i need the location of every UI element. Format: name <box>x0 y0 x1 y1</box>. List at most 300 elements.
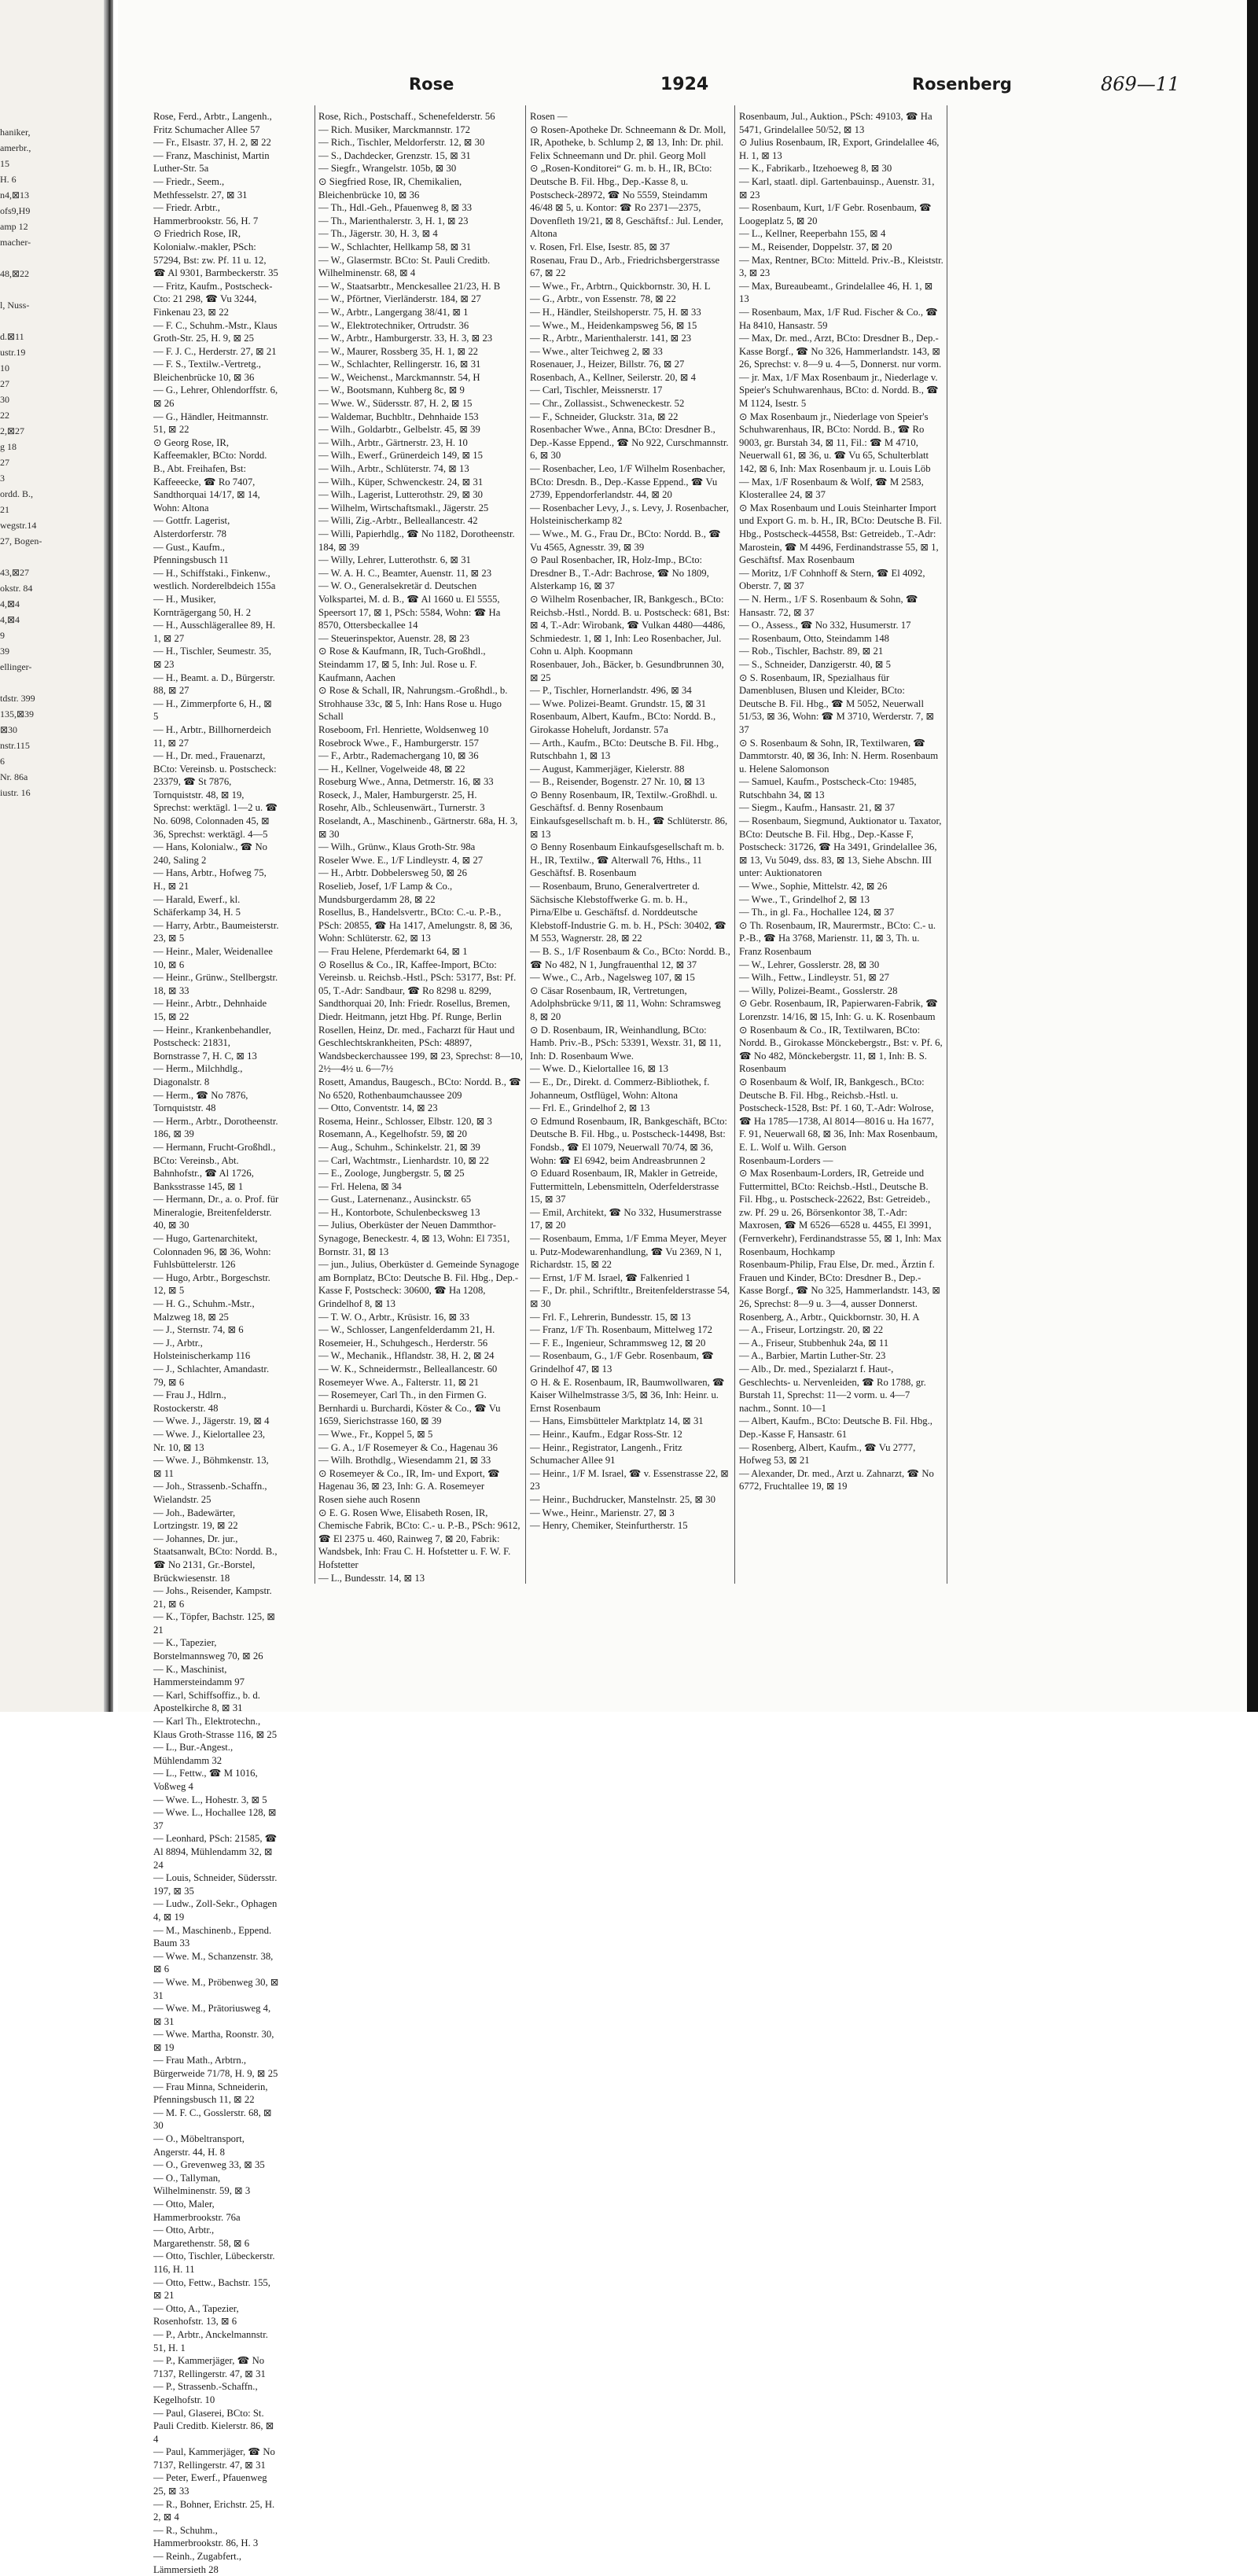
directory-entry: — W., Arbtr., Hamburgerstr. 33, H. 3, ⊠ 23 <box>318 333 493 344</box>
directory-entry: — J., Schlachter, Amandastr. 79, ⊠ 6 <box>153 1363 270 1388</box>
directory-entry: — Rosenbaum, Otto, Steindamm 148 <box>739 632 890 644</box>
fragment-line: haniker, <box>0 127 31 138</box>
directory-entry: — W., Lehrer, Gosslerstr. 28, ⊠ 30 <box>739 959 880 970</box>
directory-entry: ⊙ Julius Rosenbaum, IR, Export, Grindelallee 46, H. 1, ⊠ 13 <box>739 137 940 161</box>
fragment-line: amp 12 <box>0 221 28 232</box>
directory-entry: — W., Staatsarbtr., Menckesallee 21/23, H. B <box>318 280 501 292</box>
directory-entry: — Ludw., Zoll-Sekr., Ophagen 4, ⊠ 19 <box>153 1898 278 1923</box>
directory-entry: — Gust., Kaufm., Pfenningsbusch 11 <box>153 541 229 566</box>
directory-entry: — Paul, Kammerjäger, ☎ No 7137, Rellingerstr. 47, ⊠ 31 <box>153 2446 275 2471</box>
directory-entry: Rosenauer, J., Heizer, Billstr. 76, ⊠ 27 <box>530 359 685 370</box>
directory-entry: — Otto, Tischler, Lübeckerstr. 116, H. 11 <box>153 2250 275 2275</box>
directory-entry: — H., Beamt. a. D., Bürgerstr. 88, ⊠ 27 <box>153 672 275 697</box>
directory-entry: — W., Arbtr., Langergang 38/41, ⊠ 1 <box>318 306 469 318</box>
directory-entry: — Rosenbaum, Max, 1/F Rud. Fischer & Co., ☎ Ha 8410, Hansastr. 59 <box>739 306 938 331</box>
directory-entry: — Wwe., alter Teichweg 2, ⊠ 33 <box>530 345 663 357</box>
directory-entry: Roseler Wwe. E., 1/F Lindleystr. 4, ⊠ 27 <box>318 854 484 866</box>
directory-entry: — Wwe., M. G., Frau Dr., BCto: Nordd. B., ☎ Vu 4565, Agnesstr. 39, ⊠ 39 <box>530 528 721 553</box>
directory-entry: — Wilh., Lagerist, Lutterothstr. 29, ⊠ 30 <box>318 489 483 501</box>
directory-entry: — Joh., Badewärter, Lortzingstr. 19, ⊠ 22 <box>153 1507 238 1532</box>
directory-entry: — A., Friseur, Stubbenhuk 24a, ⊠ 11 <box>739 1337 889 1349</box>
fragment-line: g 18 <box>0 441 17 452</box>
directory-entry: — Wilh. Brothdlg., Wiesendamm 21, ⊠ 33 <box>318 1455 491 1466</box>
directory-entry: — Fr., Elsastr. 37, H. 2, ⊠ 22 <box>153 137 271 149</box>
directory-entry: — Frl. Helena, ⊠ 34 <box>318 1180 402 1192</box>
fragment-line: 3 <box>0 473 5 484</box>
directory-entry: — B. S., 1/F Rosenbaum & Co., BCto: Nordd. B., ☎ No 482, N 1, Jungfrauenthal 12, ⊠ 37 <box>530 946 730 970</box>
directory-entry: — Otto, Fettw., Bachstr. 155, ⊠ 21 <box>153 2276 270 2302</box>
directory-entry: — F. E., Ingenieur, Schrammsweg 12, ⊠ 20 <box>530 1337 706 1349</box>
fragment-line: ⊠30 <box>0 724 18 735</box>
directory-entry: — W., Bootsmann, Kuhberg 8c, ⊠ 9 <box>318 385 465 396</box>
directory-entry: Rosenbauer, Joh., Bäcker, b. Gesundbrunnen 30, ⊠ 25 <box>530 658 724 683</box>
directory-entry: — Alb., Dr. med., Spezialarzt f. Haut-, Geschlechts- u. Nervenleiden, ☎ Ro 1788, gr. Burstah 11, Sprechst: 11—2 vorm. u. 4—7 nachm., Sonnt. 10—1 <box>739 1363 926 1414</box>
directory-entry: — Hugo, Gartenarchitekt, Colonnaden 96, ⊠ 36, Wohn: Fuhlsbüttelerstr. 126 <box>153 1233 271 1271</box>
directory-entry: ⊙ Benny Rosenbaum Einkaufsgesellschaft m. b. H., IR, Textilw., ☎ Alterwall 76, Hths., 11 Geschäftsf. B. Rosenbaum <box>530 841 725 879</box>
directory-entry: ⊙ Rose & Schall, IR, Nahrungsm.-Großhdl., b. Strohhause 33c, ⊠ 5, Inh: Hans Rose u. Hugo Schall <box>318 685 508 723</box>
directory-entry: — Rosemeyer, Carl Th., in den Firmen G. Bernhardi u. Burchardi, Köster & Co., ☎ Vu 1659, Sierichstrasse 160, ⊠ 39 <box>318 1389 501 1427</box>
directory-entry: ⊙ Max Rosenbaum und Louis Steinharter Import und Export G. m. b. H., IR, BCto: Deutsche B. Fil. Hbg., Postscheck-44558, Bst: Getreideb., T.-Adr: Marostein, ☎ M 4496, Ferdinandstrasse 55, ⊠ 1, Geschäftsf. Max Rosenbaum <box>739 502 942 566</box>
header-year: 1924 <box>660 75 709 94</box>
directory-entry: — Joh., Strassenb.-Schaffn., Wielandstr. 25 <box>153 1481 267 1505</box>
header-left-word: Rose <box>409 75 454 94</box>
directory-entry: — O., Grevenweg 33, ⊠ 35 <box>153 2159 265 2171</box>
fragment-line <box>0 549 86 565</box>
fragment-line <box>0 250 86 266</box>
directory-entry: Rose, Ferd., Arbtr., Langenh., Fritz Schumacher Allee 57 <box>153 111 272 135</box>
directory-entry: — Gust., Laternenanz., Ausinckstr. 65 <box>318 1194 472 1205</box>
directory-entry: — Henry, Chemiker, Steinfurtherstr. 15 <box>530 1520 688 1532</box>
directory-entry: — Johannes, Dr. jur., Staatsanwalt, BCto: Nordd. B., ☎ No 2131, Gr.-Borstel, Brückwiesenstr. 18 <box>153 1533 278 1584</box>
directory-entry: — W., Maurer, Rossberg 35, H. 1, ⊠ 22 <box>318 345 479 357</box>
directory-entry: — Frl. E., Grindelhof 2, ⊠ 13 <box>530 1102 650 1114</box>
directory-entry: Rosenbacher Wwe., Anna, BCto: Dresdner B., Dep.-Kasse Eppend., ☎ No 922, Curschmannstr. 6, ⊠ 30 <box>530 424 729 462</box>
directory-entry: — Rosenbacher, Leo, 1/F Wilhelm Rosenbacher, BCto: Dresdn. B., Dep.-Kasse Eppend., ☎ Vu 2739, Eppendorferlandstr. 44, ⊠ 20 <box>530 463 726 501</box>
directory-entry: Rosenbaum-Lorders — <box>739 1154 833 1166</box>
directory-entry: — F., Arbtr., Rademachergang 10, ⊠ 36 <box>318 750 479 762</box>
directory-entry: — Max, 1/F Rosenbaum & Wolf, ☎ M 2583, Klosterallee 24, ⊠ 37 <box>739 476 924 501</box>
directory-entry: — Samuel, Kaufm., Postscheck-Cto: 19485, Rutschbahn 34, ⊠ 13 <box>739 776 917 800</box>
directory-entry: — H., Musiker, Kornträgergang 50, H. 2 <box>153 593 252 618</box>
directory-entry: — Friedr., Seem., Methfesselstr. 27, ⊠ 31 <box>153 175 248 201</box>
directory-entry: — Wwe., Fr., Arbtrn., Quickbornstr. 30, H. L <box>530 280 711 292</box>
directory-entry: — Frau J., Hdlrn., Rostockerstr. 48 <box>153 1389 226 1414</box>
directory-entry: v. Rosen, Frl. Else, Isestr. 85, ⊠ 37 <box>530 241 670 252</box>
directory-entry: — Heinr., Registrator, Langenh., Fritz Schumacher Allee 91 <box>530 1441 682 1466</box>
directory-entry: — M., Reisender, Doppelstr. 37, ⊠ 20 <box>739 241 892 252</box>
directory-entry: — W. O., Generalsekretär d. Deutschen Volkspartei, M. d. B., ☎ Al 1660 u. El 5555, Speersort 17, ⊠ 1, PSch: 5584, Wohn: ☎ Ha 8570, Ottersbeckallee 14 <box>318 580 501 631</box>
directory-entry: Rosellus, B., Handelsvertr., BCto: C.-u. P.-B., PSch: 20855, ☎ Ha 1417, Amelungstr. 8, ⊠ 36, Wohn: Schlüterstr. 62, ⊠ 13 <box>318 907 513 944</box>
directory-entry: Roseboom, Frl. Henriette, Woldsenweg 10 <box>318 723 489 735</box>
fragment-line <box>0 313 86 329</box>
directory-entry: — Heinr., Krankenbehandler, Postscheck: 21831, Bornstrasse 7, H. C, ⊠ 13 <box>153 1024 271 1062</box>
directory-entry: — N. Herm., 1/F S. Rosenbaum & Sohn, ☎ Hansastr. 72, ⊠ 37 <box>739 593 918 618</box>
directory-column-4 <box>739 110 944 1604</box>
directory-entry: — Fritz, Kaufm., Postscheck-Cto: 21 298, ☎ Vu 3244, Finkenau 23, ⊠ 22 <box>153 280 273 318</box>
directory-entry: — Wwe., Fr., Koppel 5, ⊠ 5 <box>318 1428 433 1440</box>
directory-entry: — Wilh., Goldarbtr., Gelbelstr. 45, ⊠ 39 <box>318 424 480 436</box>
directory-entry: — Herm., Arbtr., Dorotheenstr. 186, ⊠ 39 <box>153 1115 278 1140</box>
directory-entry: — H., Kontorbote, Schulenbecksweg 13 <box>318 1206 480 1218</box>
directory-entry: — O., Tallyman, Wilhelminenstr. 59, ⊠ 3 <box>153 2172 251 2197</box>
directory-entry: ⊙ Cäsar Rosenbaum, IR, Vertretungen, Adolphsbrücke 9/11, ⊠ 11, Wohn: Schramsweg 8, ⊠ 20 <box>530 984 721 1022</box>
fragment-line: wegstr.14 <box>0 520 37 531</box>
fragment-line: n4,⊠13 <box>0 190 30 201</box>
directory-entry: — Wilh., Arbtr., Gärtnerstr. 23, H. 10 <box>318 436 468 448</box>
directory-entry: — Rob., Tischler, Bachstr. 89, ⊠ 21 <box>739 646 884 657</box>
directory-entry: — Siegfr., Wrangelstr. 105b, ⊠ 30 <box>318 163 457 175</box>
directory-entry: — F., Dr. phil., Schriftltr., Breitenfelderstrasse 54, ⊠ 30 <box>530 1285 730 1310</box>
directory-entry: — Heinr., Kaufm., Edgar Ross-Str. 12 <box>530 1428 682 1440</box>
directory-entry: — Max, Dr. med., Arzt, BCto: Dresdner B., Dep.-Kasse Borgf., ☎ No 326, Hammerlandstr. 143, ⊠ 26, Sprechst: v. 8—9 u. 4—5, Donnerst. nur vorm. <box>739 333 942 370</box>
directory-entry: — Carl, Tischler, Meissnerstr. 17 <box>530 385 663 396</box>
fragment-line: 9 <box>0 630 5 641</box>
directory-entry: Rosenbaum, Jul., Auktion., PSch: 49103, ☎ Ha 5471, Grindelallee 50/52, ⊠ 13 <box>739 111 932 135</box>
directory-entry: — Hermann, Dr., a. o. Prof. für Mineralogie, Breitenfelderstr. 40, ⊠ 30 <box>153 1194 279 1231</box>
directory-entry: ⊙ Th. Rosenbaum, IR, Maurermstr., BCto: C.- u. P.-B., ☎ Ha 3768, Marienstr. 11, ⊠ 3, Th. u. Franz Rosenbaum <box>739 919 936 957</box>
directory-entry: ⊙ S. Rosenbaum & Sohn, IR, Textilwaren, ☎ Dammtorstr. 40, ⊠ 36, Inh: N. Herm. Rosenbaum u. Helene Salomonson <box>739 737 939 775</box>
directory-entry: — Rosenbaum, Emma, 1/F Emma Meyer, Meyer u. Putz-Modewarenhandlung, ☎ Vu 2369, N 1, Richardstr. 15, ⊠ 22 <box>530 1233 727 1271</box>
directory-entry: — Hans, Arbtr., Hofweg 75, H., ⊠ 21 <box>153 867 267 892</box>
directory-entry: — Wwe. Martha, Roonstr. 30, ⊠ 19 <box>153 2029 274 2053</box>
directory-entry: — Wwe. J., Böhmkenstr. 13, ⊠ 11 <box>153 1455 269 1479</box>
directory-entry: — W., Schlachter, Hellkamp 58, ⊠ 31 <box>318 241 472 252</box>
fragment-line: 30 <box>0 394 9 405</box>
directory-entry: — Wwe. M., Prätoriusweg 4, ⊠ 31 <box>153 2003 271 2027</box>
directory-entry: ⊙ E. G. Rosen Wwe, Elisabeth Rosen, IR, Chemische Fabrik, BCto: C.- u. P.-B., PSch: 9612, ☎ El 2375 u. 460, Rainweg 7, ⊠ 20, Fabrik: Wandsbek, Inh: Frau C. H. Hofstetter u. F. W. F. Hofstetter <box>318 1507 520 1570</box>
directory-entry: — Wwe. M., Schanzenstr. 38, ⊠ 6 <box>153 1950 274 1975</box>
directory-entry: Rosenbaum-Philip, Frau Else, Dr. med., Ärztin f. Frauen und Kinder, BCto: Dresdner B., Dep.-Kasse Borgf., ☎ No 325, Hammerlandstr. 143, ⊠ 26, Sprechst: 8—9 u. 3—4, ausser Donnerst. <box>739 1259 940 1310</box>
directory-entry: — Karl Th., Elektrotechn., Klaus Groth-Strasse 116, ⊠ 25 <box>153 1716 278 1740</box>
directory-entry: — P., Strassenb.-Schaffn., Kegelhofstr. 10 <box>153 2381 258 2405</box>
directory-entry: — H., Arbtr. Dobbelersweg 50, ⊠ 26 <box>318 867 467 879</box>
directory-entry: — A., Friseur, Lortzingstr. 20, ⊠ 22 <box>739 1324 884 1336</box>
directory-entry: ⊙ Max Rosenbaum-Lorders, IR, Getreide und Futtermittel, BCto: Reichsb.-Hstl., Deutsche B. Fil. Hbg., u. Postscheck-22622, Bst: Getreideb., zw. Pf. 29 u. 26, Börsenkontor 38, T.-Adr: Maxrosen, ☎ M 6526—6528 u. 4455, El 3991, (Fernverkehr), Ferdinandstrasse 55, ⊠ 1, Inh: Max Rosenbaum, Hochkamp <box>739 1168 942 1257</box>
directory-entry: — Wwe. M., Pröbenweg 30, ⊠ 31 <box>153 1976 279 2001</box>
directory-entry: Roselieb, Josef, 1/F Lamp & Co., Mundsburgerdamm 28, ⊠ 22 <box>318 881 453 905</box>
directory-entry: — L., Bur.-Angest., Mühlendamm 32 <box>153 1742 234 1766</box>
directory-entry: — Frau Math., Arbtrn., Bürgerweide 71/78, H. 9, ⊠ 25 <box>153 2055 278 2080</box>
directory-entry: — Wwe., Sophie, Mittelstr. 42, ⊠ 26 <box>739 881 888 892</box>
directory-entry: — F. S., Textilw.-Vertretg., Bleichenbrücke 10, ⊠ 36 <box>153 359 261 383</box>
directory-entry: — Frau Minna, Schneiderin, Pfenningsbusch 11, ⊠ 22 <box>153 2081 268 2106</box>
directory-entry: — G., Arbtr., von Essenstr. 78, ⊠ 22 <box>530 293 676 305</box>
directory-entry: ⊙ „Rosen-Konditorei“ G. m. b. H., IR, BCto: Deutsche B. Fil. Hbg., Dep.-Kasse 8, u. Postscheck-28972, ☎ No 5559, Steindamm 46/48 ⊠ 5, u. Kontor: ☎ Ro 2371—2375, Dovenfleth 19/21, ⊠ 8, Geschäftsf.: Jul. Lender, Altona <box>530 163 723 240</box>
fragment-line <box>0 675 86 690</box>
directory-entry: — W. A. H. C., Beamter, Auenstr. 11, ⊠ 23 <box>318 567 492 579</box>
directory-entry: Roselandt, A., Maschinenb., Gärtnerstr. 68a, H. 3, ⊠ 30 <box>318 815 518 840</box>
directory-entry: — W., Schlachter, Rellingerstr. 16, ⊠ 31 <box>318 359 481 370</box>
fragment-line: l, Nuss- <box>0 300 30 311</box>
fragment-line: 27, Bogen- <box>0 535 42 546</box>
directory-entry: — O., Assess., ☎ No 332, Husumerstr. 17 <box>739 620 911 631</box>
directory-entry: — Frau Helene, Pferdemarkt 64, ⊠ 1 <box>318 946 468 957</box>
directory-entry: — Leonhard, PSch: 21585, ☎ Al 8894, Mühlendamm 32, ⊠ 24 <box>153 1833 278 1871</box>
directory-entry: — W., Pförtner, Vierländerstr. 184, ⊠ 27 <box>318 293 481 305</box>
directory-entry: — E., Zoologe, Jungbergstr. 5, ⊠ 25 <box>318 1168 465 1179</box>
directory-entry: — H., Zimmerpforte 6, H., ⊠ 5 <box>153 697 272 723</box>
adjacent-page-text <box>0 124 86 800</box>
directory-entry: — Wilh., Fettw., Lindleystr. 51, ⊠ 27 <box>739 972 889 984</box>
directory-entry: — F. J. C., Herderstr. 27, ⊠ 21 <box>153 345 277 357</box>
directory-entry: ⊙ Rosellus & Co., IR, Kaffee-Import, BCto: Vereinsb. u. Reichsb.-Hstl., PSch: 53177, Bst: Pf. 05, T.-Adr: Sandbaur, ☎ Ro 8298 u. 8299, Sandthorquai 20, Inh: Friedr. Rosellus, Bremen, Diedr. Heitmann, jetzt Hbg. Pf. Runge, Berlin <box>318 959 517 1022</box>
directory-entry: — Wwe. Polizei-Beamt. Grundstr. 15, ⊠ 31 <box>530 697 706 709</box>
directory-entry: Rosen siehe auch Rosenn <box>318 1493 421 1505</box>
directory-entry: — W., Mechanik., Hflandstr. 38, H. 2, ⊠ 24 <box>318 1350 495 1362</box>
fragment-line: ofs9,H9 <box>0 205 31 216</box>
directory-entry: Rose, Rich., Postschaff., Schenefelderstr. 56 <box>318 111 495 122</box>
directory-entry: — Max, Rentner, BCto: Mitteld. Priv.-B., Kleiststr. 3, ⊠ 23 <box>739 254 944 279</box>
fragment-line: 39 <box>0 646 9 657</box>
directory-entry: — H., Händler, Steilshoperstr. 75, H. ⊠ 33 <box>530 306 701 318</box>
directory-entry: ⊙ S. Rosenbaum, IR, Spezialhaus für Damenblusen, Blusen und Kleider, BCto: Deutsche B. Fil. Hbg., ☎ M 5052, Neuerwall 51/53, ⊠ 36, Wohn: ☎ M 3710, Werderstr. 7, ⊠ 37 <box>739 672 935 735</box>
adjacent-page-fragment <box>0 0 106 1712</box>
directory-entry: — Hermann, Frucht-Großhdl., BCto: Vereinsb., Abt. Bahnhofstr., ☎ Al 1726, Banksstrasse 145, ⊠ 1 <box>153 1141 276 1192</box>
directory-entry: ⊙ Gebr. Rosenbaum, IR, Papierwaren-Fabrik, ☎ Lorenzstr. 14/16, ⊠ 15, Inh: G. u. K. Rosenbaum <box>739 998 938 1022</box>
directory-entry: — Wwe., T., Grindelhof 2, ⊠ 13 <box>739 893 870 905</box>
directory-entry: — Harry, Arbtr., Baumeisterstr. 23, ⊠ 5 <box>153 919 279 944</box>
directory-entry: — Julius, Oberküster der Neuen Dammthor-Synagoge, Beneckestr. 4, ⊠ 13, Wohn: El 7351, Bornstr. 31, ⊠ 13 <box>318 1220 510 1257</box>
fragment-line: 22 <box>0 410 9 421</box>
fragment-line: 48,⊠22 <box>0 268 30 279</box>
fragment-line: d.⊠11 <box>0 331 24 342</box>
directory-entry: — Heinr., Buchdrucker, Manstelnstr. 25, ⊠ 30 <box>530 1493 715 1505</box>
directory-entry: — T. W. O., Arbtr., Krüsistr. 16, ⊠ 33 <box>318 1311 470 1323</box>
directory-entry: — K., Fabrikarb., Itzehoeweg 8, ⊠ 30 <box>739 163 892 175</box>
directory-entry: — Albert, Kaufm., BCto: Deutsche B. Fil. Hbg., Dep.-Kasse F, Hansastr. 61 <box>739 1415 932 1440</box>
fragment-line: 135,⊠39 <box>0 708 35 719</box>
directory-entry: ⊙ Siegfried Rose, IR, Chemikalien, Bleichenbrücke 10, ⊠ 36 <box>318 175 462 201</box>
directory-entry: — Wilh., Arbtr., Schlüterstr. 74, ⊠ 13 <box>318 463 469 475</box>
directory-entry: — Waldemar, Buchbltr., Dehnhaide 153 <box>318 410 479 422</box>
directory-entry: — Emil, Architekt, ☎ No 332, Husumerstrasse 17, ⊠ 20 <box>530 1206 722 1231</box>
directory-entry: — Rosenbacher Levy, J., s. Levy, J. Rosenbacher, Holsteinischerkamp 82 <box>530 502 729 527</box>
fragment-line: 43,⊠27 <box>0 567 30 578</box>
directory-entry: Rosen — <box>530 111 568 122</box>
fragment-line: 2,⊠27 <box>0 425 25 436</box>
directory-entry: — P., Tischler, Hornerlandstr. 496, ⊠ 34 <box>530 685 692 697</box>
directory-entry: — Wwe. D., Kielortallee 16, ⊠ 13 <box>530 1063 668 1075</box>
directory-entry: — Ernst, 1/F M. Israel, ☎ Falkenried 1 <box>530 1271 690 1283</box>
directory-entry: Rosebrock Wwe., F., Hamburgerstr. 157 <box>318 737 479 749</box>
directory-entry: — Rosenbaum, Bruno, Generalvertreter d. Sächsische Klebstoffwerke G. m. b. H., Pirna/Elbe u. Geschäftsf. d. Norddeutsche Klebstoff-Industrie G. m. b. H., PSch: 30402, ☎ M 553, Wagnerstr. 28, ⊠ 22 <box>530 881 726 944</box>
directory-entry: — Alexander, Dr. med., Arzt u. Zahnarzt, ☎ No 6772, Fruchtallee 19, ⊠ 19 <box>739 1467 934 1492</box>
page-header <box>118 75 1247 100</box>
directory-entry: — Max, Bureaubeamt., Grindelallee 46, H. 1, ⊠ 13 <box>739 280 933 305</box>
directory-entry: — J., Sternstr. 74, ⊠ 6 <box>153 1324 244 1336</box>
directory-entry: — Heinr., Grünw., Stellbergstr. 18, ⊠ 33 <box>153 972 278 996</box>
directory-entry: — S., Schneider, Danzigerstr. 40, ⊠ 5 <box>739 658 891 670</box>
directory-entry: — Hugo, Arbtr., Borgeschstr. 12, ⊠ 5 <box>153 1271 270 1297</box>
directory-entry: ⊙ Edmund Rosenbaum, IR, Bankgeschäft, BCto: Deutsche B. Fil. Hbg., u. Postscheck-14498, Bst: Fondsb., ☎ El 1079, Neuerwall 70/74, ⊠ 36, Wohn: ☎ El 6942, beim Andreasbrunnen 2 <box>530 1115 727 1166</box>
directory-entry: — F. C., Schuhm.-Mstr., Klaus Groth-Str. 25, H. 9, ⊠ 25 <box>153 319 278 344</box>
directory-entry: Rosellen, Heinz, Dr. med., Facharzt für Haut und Geschlechtskrankheiten, PSch: 48897, Wandsbeckerchaussee 199, ⊠ 23, Sprechst: 8—10, 2½—4½ u. 6—7½ <box>318 1024 523 1075</box>
directory-entry: Rosenberg, A., Arbtr., Quickbornstr. 30, H. A <box>739 1311 920 1323</box>
directory-entry: — Rosenbaum, Kurt, 1/F Gebr. Rosenbaum, ☎ Loogeplatz 5, ⊠ 20 <box>739 202 932 226</box>
directory-entry: — Hans, Kolonialw., ☎ No 240, Saling 2 <box>153 841 268 866</box>
directory-entry: — Harald, Ewerf., kl. Schäferkamp 34, H. 5 <box>153 893 241 918</box>
directory-entry: Rosemeyer Wwe. A., Falterstr. 11, ⊠ 21 <box>318 1376 480 1388</box>
directory-entry: — W., Elektrotechniker, Ortrudstr. 36 <box>318 319 469 331</box>
directory-entry: — August, Kammerjäger, Kielerstr. 88 <box>530 763 685 775</box>
directory-entry: — Herm., Milchhdlg., Diagonalstr. 8 <box>153 1063 243 1087</box>
directory-entry: — G. A., 1/F Rosemeyer & Co., Hagenau 36 <box>318 1441 498 1453</box>
directory-entry: — M., Maschinenb., Eppend. Baum 33 <box>153 1924 272 1949</box>
directory-entry: — Willi, Papierhdlg., ☎ No 1182, Dorotheenstr. 184, ⊠ 39 <box>318 528 515 553</box>
directory-entry: — Th., Jägerstr. 30, H. 3, ⊠ 4 <box>318 228 438 240</box>
directory-entry: Rosemann, A., Kegelhofstr. 59, ⊠ 20 <box>318 1128 467 1140</box>
directory-entry: — Moritz, 1/F Cohnhoff & Stern, ☎ El 4092, Oberstr. 7, ⊠ 37 <box>739 567 925 592</box>
directory-entry: — Arth., Kaufm., BCto: Deutsche B. Fil. Hbg., Rutschbahn 1, ⊠ 13 <box>530 737 719 762</box>
directory-entry: — F., Schneider, Gluckstr. 31a, ⊠ 22 <box>530 410 679 422</box>
directory-entry: Roseburg Wwe., Anna, Detmerstr. 16, ⊠ 33 <box>318 776 494 788</box>
directory-entry: — Wilh., Grünw., Klaus Groth-Str. 98a <box>318 841 476 853</box>
directory-entry: ⊙ Rosemeyer & Co., IR, Im- und Export, ☎ Hagenau 36, ⊠ 23, Inh: G. A. Rosemeyer <box>318 1467 500 1492</box>
directory-entry: ⊙ Wilhelm Rosenbacher, IR, Bankgesch., BCto: Reichsb.-Hstl., Nordd. B. u. Postscheck: 681, Bst: ⊠ 4, T.-Adr: Wirobank, ☎ Vulkan 4480—4486, Schmiedestr. 1, ⊠ 1, Inh: Leo Rosenbacher, Jul. Cohn u. Alph. Koopmann <box>530 593 730 657</box>
directory-entry: — A., Barbier, Martin Luther-Str. 23 <box>739 1350 886 1362</box>
directory-entry: ⊙ H. & E. Rosenbaum, IR, Baumwollwaren, ☎ Kaiser Wilhelmstrasse 3/5, ⊠ 36, Inh: Heinr. u. Ernst Rosenbaum <box>530 1376 725 1414</box>
fragment-line: okstr. 84 <box>0 583 33 594</box>
directory-entry: ⊙ Paul Rosenbacher, IR, Holz-Imp., BCto: Dresdner B., T.-Adr: Bachrose, ☎ No 1809, Alsterkamp 16, ⊠ 37 <box>530 554 709 592</box>
directory-entry: — K., Tapezier, Borstelmannsweg 70, ⊠ 26 <box>153 1637 263 1662</box>
column-rule <box>525 105 526 1584</box>
directory-entry: ⊙ Friedrich Rose, IR, Kolonialw.-makler, PSch: 57294, Bst: zw. Pf. 11 u. 12, ☎ Al 9301, Barmbeckerstr. 35 <box>153 228 278 279</box>
directory-entry: — Karl, Schiffsoffiz., b. d. Apostelkirche 8, ⊠ 31 <box>153 1689 260 1714</box>
directory-entry: — H., Schiffstaki., Finkenw., westlich. Norderelbdeich 155a <box>153 567 276 592</box>
directory-entry: — S., Dachdecker, Grenzstr. 15, ⊠ 31 <box>318 149 471 161</box>
fragment-line: 15 <box>0 158 9 169</box>
directory-entry: — Herm., ☎ No 7876, Tornquiststr. 48 <box>153 1089 248 1114</box>
directory-entry: — Rosenbaum, G., 1/F Gebr. Rosenbaum, ☎ Grindelhof 47, ⊠ 13 <box>530 1350 714 1374</box>
directory-entry: — H., Tischler, Seumestr. 35, ⊠ 23 <box>153 646 271 670</box>
directory-entry: — G., Lehrer, Ohlendorffstr. 6, ⊠ 26 <box>153 385 278 410</box>
directory-entry: — Wwe. W., Südersstr. 87, H. 2, ⊠ 15 <box>318 398 473 410</box>
directory-entry: — Peter, Ewerf., Pfauenweg 25, ⊠ 33 <box>153 2472 267 2497</box>
directory-entry: ⊙ Rosenbaum & Wolf, IR, Bankgesch., BCto: Deutsche B. Fil. Hbg., Reichsb.-Hstl. u. Postscheck-1528, Bst: Pf. 1 60, T.-Adr: Wolrose, ☎ Ha 1785—1738, Al 8014—8016 u. Ha 1677, F. 91, Neuerwall 68, ⊠ 36, Inh: Max Rosenbaum, E. L. Wolf u. Wilh. Gerson <box>739 1076 938 1153</box>
directory-entry: — Willi, Zig.-Arbtr., Belleallancestr. 42 <box>318 515 478 527</box>
directory-entry: Rosemeier, H., Schuhgesch., Herderstr. 56 <box>318 1337 488 1349</box>
directory-entry: — Franz, Maschinist, Martin Luther-Str. 5a <box>153 149 270 175</box>
directory-entry: Rosehr, Alb., Schleusenwärt., Turnerstr. 3 <box>318 802 485 814</box>
directory-entry: — Johs., Reisender, Kampstr. 21, ⊠ 6 <box>153 1585 272 1610</box>
directory-entry: — H., Ausschlägerallee 89, H. 1, ⊠ 27 <box>153 620 276 644</box>
directory-entry: ⊙ Max Rosenbaum jr., Niederlage von Speier's Schuhwarenhaus, IR, BCto: Nordd. B., ☎ Ro 9003, gr. Burstah 34, ⊠ 11, Fil.: ☎ M 4710, Neuerwall 61, ⊠ 36, u. ☎ Vu 65, Schulterblatt 142, ⊠ 6, Inh: Max Rosenbaum jr. u. Louis Löb <box>739 410 931 475</box>
fragment-line <box>0 282 86 297</box>
directory-entry: — L., Kellner, Reeperbahn 155, ⊠ 4 <box>739 228 886 240</box>
directory-entry: — jr. Max, 1/F Max Rosenbaum jr., Niederlage v. Speier's Schuhwarenhaus, BCto: d. Nordd. B., ☎ M 1124, Isestr. 5 <box>739 371 939 410</box>
fragment-line: 10 <box>0 362 9 374</box>
directory-entry: ⊙ Benny Rosenbaum, IR, Textilw.-Großhdl. u. Geschäftsf. d. Benny Rosenbaum Einkaufsgesellschaft m. b. H., ☎ Schlüterstr. 86, ⊠ 13 <box>530 789 728 840</box>
directory-entry: Rosenbach, A., Kellner, Seilerstr. 20, ⊠ 4 <box>530 371 696 383</box>
directory-entry: — Willy, Polizei-Beamt., Gosslerstr. 28 <box>739 984 898 996</box>
directory-entry: — Friedr. Arbtr., Hammerbrookstr. 56, H. 7 <box>153 202 259 226</box>
directory-entry: — Otto, Conventstr. 14, ⊠ 23 <box>318 1102 438 1114</box>
directory-entry: — M. F. C., Gosslerstr. 68, ⊠ 30 <box>153 2107 272 2132</box>
fragment-line: H. 6 <box>0 174 17 185</box>
directory-entry: — W., Weichenst., Marckmannstr. 54, H <box>318 371 480 383</box>
directory-entry: — Wilhelm, Wirtschaftsmakl., Jägerstr. 25 <box>318 502 489 513</box>
directory-entry: — Heinr., Arbtr., Dehnhaide 15, ⊠ 22 <box>153 998 267 1022</box>
fragment-line: 4,⊠4 <box>0 598 20 609</box>
fragment-line: 21 <box>0 504 9 515</box>
fragment-line: macher- <box>0 237 31 248</box>
directory-entry: — Aug., Schuhm., Schinkelstr. 21, ⊠ 39 <box>318 1141 480 1153</box>
directory-entry: — Otto, Arbtr., Margarethenstr. 58, ⊠ 6 <box>153 2225 250 2249</box>
directory-entry: — jun., Julius, Oberküster d. Gemeinde Synagoge am Bornplatz, BCto: Deutsche B. Fil. Hbg., Dep.-Kasse F, Postscheck: 30600, ☎ Ha 1208, Grindelhof 8, ⊠ 13 <box>318 1259 520 1310</box>
fragment-line: Nr. 86a <box>0 771 28 782</box>
directory-entry: — Louis, Schneider, Südersstr. 197, ⊠ 35 <box>153 1872 278 1897</box>
directory-entry: — Hans, Eimsbütteler Marktplatz 14, ⊠ 31 <box>530 1415 704 1427</box>
fragment-line: 27 <box>0 378 9 389</box>
directory-entry: — Wwe. J., Jägerstr. 19, ⊠ 4 <box>153 1415 270 1427</box>
directory-entry: ⊙ Rosenbaum & Co., IR, Textilwaren, BCto: Nordd. B., Girokasse Mönckebergstr., Bst: v. Pf. 6, ☎ No 482, Mönckebergstr. 11, ⊠ 1, Inh: B. S. Rosenbaum <box>739 1024 943 1075</box>
directory-entry: — Wwe. L., Hochallee 128, ⊠ 37 <box>153 1807 277 1831</box>
scan-edge <box>1247 0 1258 1712</box>
fragment-line: 6 <box>0 756 5 767</box>
directory-entry: — Karl, staatl. dipl. Gartenbauinsp., Auenstr. 31, ⊠ 23 <box>739 175 935 201</box>
fragment-line: ustr.19 <box>0 347 26 358</box>
directory-entry: — W., Glasermstr. BCto: St. Pauli Creditb. Wilhelminenstr. 68, ⊠ 4 <box>318 254 491 279</box>
directory-entry: — Paul, Glaserei, BCto: St. Pauli Creditb. Kielerstr. 86, ⊠ 4 <box>153 2407 274 2445</box>
directory-entry: — W. K., Schneidermstr., Belleallancestr. 60 <box>318 1363 498 1374</box>
directory-entry: — Otto, A., Tapezier, Rosenhofstr. 13, ⊠ 6 <box>153 2302 239 2328</box>
fragment-line: ordd. B., <box>0 488 33 499</box>
directory-entry: — Carl, Wachtmstr., Lienhardstr. 10, ⊠ 22 <box>318 1154 489 1166</box>
page-number: 869—11 <box>1101 73 1180 95</box>
directory-entry: — Frl. F., Lehrerin, Bundesstr. 15, ⊠ 13 <box>530 1311 691 1323</box>
directory-entry: ⊙ Rosen-Apotheke Dr. Schneemann & Dr. Moll, IR, Apotheke, b. Schlump 2, ⊠ 13, Inh: Dr. phil. Felix Schneemann und Dr. phil. Georg Moll <box>530 123 726 161</box>
fragment-line: 27 <box>0 457 9 468</box>
directory-entry: — R., Bohner, Erichstr. 25, H. 2, ⊠ 4 <box>153 2498 275 2523</box>
directory-entry: — H., Kellner, Vogelweide 48, ⊠ 22 <box>318 763 465 775</box>
directory-entry: — Rosenberg, Albert, Kaufm., ☎ Vu 2777, Hofweg 53, ⊠ 21 <box>739 1441 916 1466</box>
directory-column-1 <box>153 110 279 2575</box>
directory-entry: — Wilh., Ewerf., Grünerdeich 149, ⊠ 15 <box>318 450 483 462</box>
directory-entry: — B., Reisender, Bogenstr. 27 Nr. 10, ⊠ 13 <box>530 776 705 788</box>
directory-entry: — Wwe. L., Hohestr. 3, ⊠ 5 <box>153 1794 267 1805</box>
fragment-line: nstr.115 <box>0 740 30 751</box>
fragment-line: iustr. 16 <box>0 787 31 798</box>
directory-entry: — Wwe., C., Arb., Nagelsweg 107, ⊠ 15 <box>530 972 695 984</box>
directory-entry: — L., Bundesstr. 14, ⊠ 13 <box>318 1572 425 1584</box>
directory-entry: ⊙ Georg Rose, IR, Kaffeemakler, BCto: Nordd. B., Abt. Freihafen, Bst: Kaffeeecke, ☎ Ro 7407, Sandthorquai 14/17, ⊠ 14, Wohn: Altona <box>153 436 267 513</box>
directory-entry: ⊙ Eduard Rosenbaum, IR, Makler in Getreide, Futtermitteln, Lebensmitteln, Oderfelderstrasse 15, ⊠ 37 <box>530 1168 719 1205</box>
directory-entry: — Wilh., Küper, Schwenckestr. 24, ⊠ 31 <box>318 476 484 488</box>
directory-entry: — P., Kammerjäger, ☎ No 7137, Rellingerstr. 47, ⊠ 31 <box>153 2355 266 2379</box>
book-gutter <box>104 0 113 1712</box>
fragment-line: amerbr., <box>0 142 31 153</box>
directory-entry: Rosenau, Frau D., Arb., Friedrichsbergerstrasse 67, ⊠ 22 <box>530 254 720 279</box>
directory-entry: — Willy, Lehrer, Lutterothstr. 6, ⊠ 31 <box>318 554 471 566</box>
directory-entry: — J., Arbtr., Holsteinischerkamp 116 <box>153 1337 251 1362</box>
directory-entry: Rosett, Amandus, Baugesch., BCto: Nordd. B., ☎ No 6520, Rothenbaumchaussee 209 <box>318 1076 521 1101</box>
directory-entry: — Steuerinspektor, Auenstr. 28, ⊠ 23 <box>318 632 469 644</box>
fragment-line: 4,⊠4 <box>0 614 20 625</box>
directory-entry: — G., Händler, Heitmannstr. 51, ⊠ 22 <box>153 410 269 436</box>
directory-entry: — H., Arbtr., Billhornerdeich 11, ⊠ 27 <box>153 723 271 749</box>
directory-entry: — K., Töpfer, Bachstr. 125, ⊠ 21 <box>153 1611 276 1636</box>
directory-entry: — R., Schuhm., Hammerbrookstr. 86, H. 3 <box>153 2524 259 2549</box>
directory-entry: — Th., in gl. Fa., Hochallee 124, ⊠ 37 <box>739 907 895 918</box>
fragment-line: tdstr. 399 <box>0 693 35 704</box>
directory-entry: — Heinr., 1/F M. Israel, ☎ v. Essenstrasse 22, ⊠ 23 <box>530 1467 729 1492</box>
directory-column-2 <box>318 110 523 1604</box>
directory-entry: — E., Dr., Direkt. d. Commerz-Bibliothek, f. Johanneum, Ostflügel, Wohn: Altona <box>530 1076 710 1101</box>
directory-entry: — H., Dr. med., Frauenarzt, BCto: Vereinsb. u. Postscheck: 23379, ☎ St 7876, Tornquiststr. 48, ⊠ 19, Sprechst: werktägl. 1—2 u. ☎ No. 6098, Colonnaden 45, ⊠ 36, Sprechst: werktägl. 4—5 <box>153 750 278 840</box>
directory-entry: — Reinh., Zugabfert., Lämmersieth 28 <box>153 2551 242 2575</box>
column-rule <box>314 105 315 1584</box>
directory-entry: Rosenbaum, Albert, Kaufm., BCto: Nordd. B., Girokasse Hoheluft, Jordanstr. 57a <box>530 711 716 735</box>
